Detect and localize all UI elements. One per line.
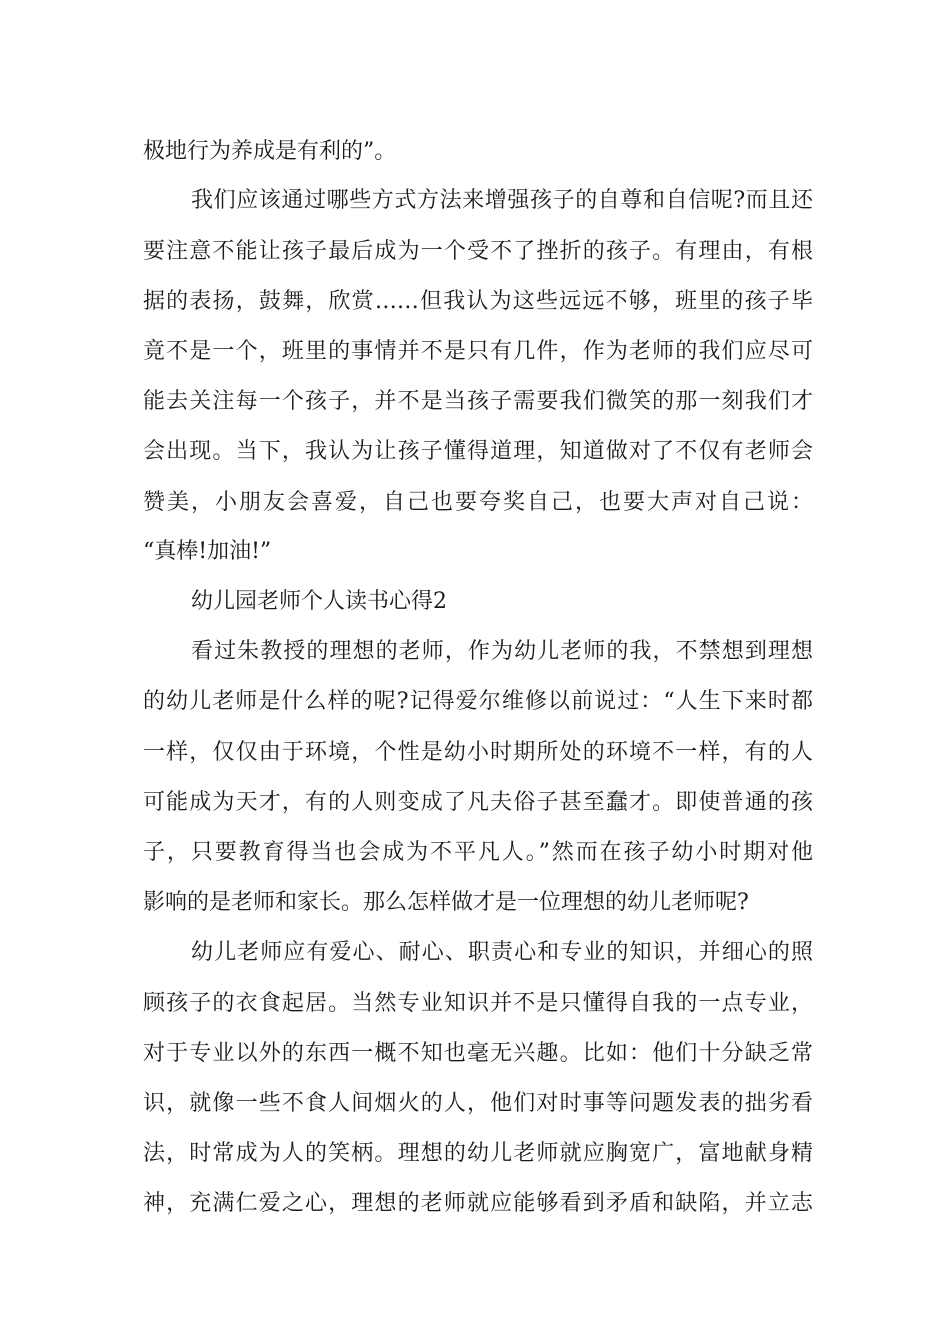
text-line: 法，时常成为人的笑柄。理想的幼儿老师就应胸宽广，富地献身精 (143, 1141, 813, 1166)
paragraph-first-line: 我们应该通过哪些方式方法来增强孩子的自尊和自信呢?而且还 (191, 188, 813, 213)
text-line: 影响的是老师和家长。那么怎样做才是一位理想的幼儿老师呢? (143, 890, 749, 915)
text-line: 对于专业以外的东西一概不知也毫无兴趣。比如：他们十分缺乏常 (143, 1041, 813, 1066)
text-line: “真棒!加油!” (143, 539, 272, 564)
text-line: 会出现。当下，我认为让孩子懂得道理，知道做对了不仅有老师会 (143, 439, 813, 464)
paragraph-first-line: 看过朱教授的理想的老师，作为幼儿老师的我，不禁想到理想 (191, 639, 813, 664)
text-line: 神，充满仁爱之心，理想的老师就应能够看到矛盾和缺陷，并立志 (143, 1191, 813, 1216)
text-line: 据的表扬，鼓舞，欣赏……但我认为这些远远不够，班里的孩子毕 (143, 289, 813, 314)
text-line: 赞美，小朋友会喜爱，自己也要夸奖自己，也要大声对自己说： (143, 490, 813, 515)
text-line: 要注意不能让孩子最后成为一个受不了挫折的孩子。有理由，有根 (143, 239, 813, 264)
text-line: 极地行为养成是有利的”。 (143, 139, 397, 164)
text-line: 子，只要教育得当也会成为不平凡人。”然而在孩子幼小时期对他 (143, 840, 813, 865)
text-line: 竟不是一个，班里的事情并不是只有几件，作为老师的我们应尽可 (143, 339, 813, 364)
text-line: 识，就像一些不食人间烟火的人，他们对时事等问题发表的拙劣看 (143, 1091, 813, 1116)
text-line: 能去关注每一个孩子，并不是当孩子需要我们微笑的那一刻我们才 (143, 389, 813, 414)
text-line: 顾孩子的衣食起居。当然专业知识并不是只懂得自我的一点专业， (143, 991, 813, 1016)
text-line: 可能成为天才，有的人则变成了凡夫俗子甚至蠢才。即使普通的孩 (143, 790, 813, 815)
section-heading: 幼儿园老师个人读书心得2 (191, 589, 447, 614)
text-line: 的幼儿老师是什么样的呢?记得爱尔维修以前说过：“人生下来时都 (143, 689, 813, 714)
paragraph-first-line: 幼儿老师应有爱心、耐心、职责心和专业的知识，并细心的照 (191, 940, 813, 965)
text-line: 一样，仅仅由于环境，个性是幼小时期所处的环境不一样，有的人 (143, 740, 813, 765)
